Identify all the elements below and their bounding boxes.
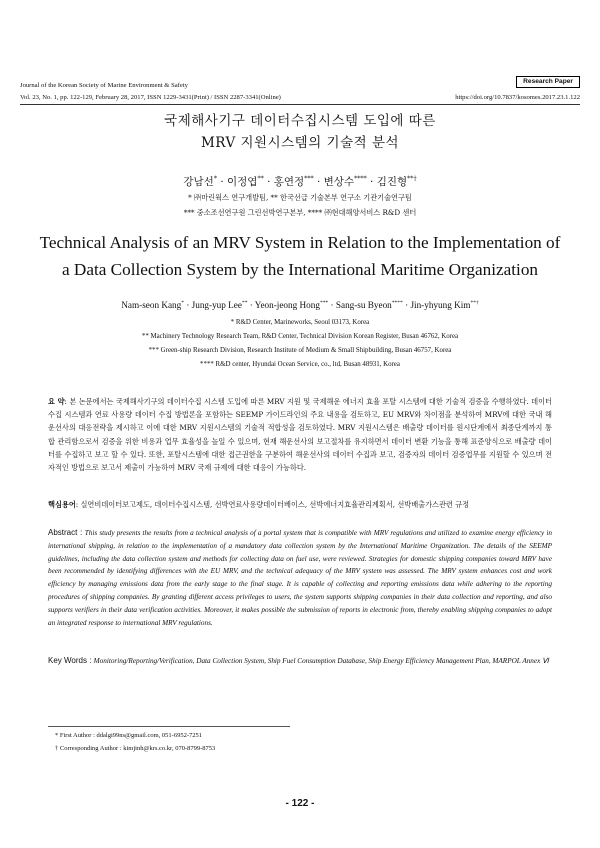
author-name: Sang-su Byeon — [335, 300, 392, 310]
author-separator: · — [263, 176, 274, 188]
author-separator: · — [313, 176, 324, 188]
author-name: Nam-seon Kang — [121, 300, 182, 310]
author-name: 이정엽 — [227, 176, 258, 188]
author-mark: *** — [304, 175, 314, 183]
english-affiliation-2: ** Machinery Technology Research Team, R&D Center, Technical Division Korean Register, Busan 46762, Korea — [141, 333, 459, 340]
author-separator: · — [247, 300, 255, 310]
korean-affiliation-line1: * ㈜마린웍스 연구개발팀, ** 한국선급 기술본부 연구소 기관기술연구팀 — [188, 193, 412, 202]
korean-keywords — [48, 500, 552, 510]
author-mark: **** — [391, 299, 403, 306]
author-mark: ** — [257, 175, 264, 183]
english-abstract — [48, 527, 552, 629]
author-mark: * — [213, 175, 217, 183]
english-keywords-label: Key Words : — [48, 656, 94, 665]
korean-keywords-label: 핵심용어 — [48, 500, 76, 509]
english-title-line2: a Data Collection System by the International Maritime Organization — [61, 260, 539, 279]
author-mark: **** — [354, 175, 367, 183]
author-name: 강남선 — [183, 176, 214, 188]
english-keywords — [48, 654, 552, 669]
journal-name: Journal of the Korean Society of Marine Environment & Safety — [20, 82, 188, 89]
english-title-line1: Technical Analysis of an MRV System in Relation to the Implementation of — [39, 233, 561, 252]
english-authors — [0, 300, 600, 310]
korean-abstract-label: 요 약 — [48, 397, 65, 406]
author-mark: * — [181, 299, 185, 306]
author-separator: · — [402, 300, 411, 310]
english-affiliation-3: *** Green-ship Research Division, Research Institute of Medium & Small Shipbuilding, Busan 46757, Korea — [148, 347, 452, 354]
author-name: 홍연정 — [273, 176, 305, 188]
footnote-first-author: * First Author : ddalgi99ns@gmail.com, 051-6952-7251 — [55, 732, 202, 739]
korean-title-line1: 국제해사기구 데이터수집시스템 도입에 따른 — [164, 113, 436, 129]
author-separator: · — [328, 300, 336, 310]
page-number: - 122 - — [285, 798, 315, 809]
english-abstract-text: This study presents the results from a technical analysis of a portal system that is compatible with MRV regulations and utilized to examine energy efficiency in international shipping, in relation to the implementation of a mandatory data collection system by the International Maritime Organization. The details of the SEEMP guidelines, including the data collection system and methods for collecting data on fuel use, were reviewed. Strategies for domestic shipping companies toward MRV have been recommended by identifying differences with the EU MRV, and the technical adequacy of the MRV system was assessed. The MRV system enhances cost and work efficiency by managing emissions data from the early stage to the final stage. It is capable of collecting and reporting emissions data while adhering to the reporting procedures of shipping companies. By granting different access privileges to users, the system supports shipping companies in their data collection and reporting, and also supports verifiers in their data verification activities. Moreover, it makes possible the submission of reports in electronic from, thereby enabling shipping companies to adopt an integrated response to international MRV regulations. — [48, 529, 553, 627]
volume-info: Vol. 23, No. 1, pp. 122-129, February 28, 2017, ISSN 1229-3431(Print) / ISSN 2287-3341(Online) — [20, 94, 281, 101]
author-name: Yeon-jeong Hong — [254, 300, 320, 310]
author-mark: **† — [470, 299, 479, 306]
author-name: 김진형 — [376, 176, 408, 188]
english-abstract-label: Abstract : — [48, 528, 85, 537]
english-affiliation-4: **** R&D center, Hyundai Ocean Service, co., ltd, Busan 48931, Korea — [200, 361, 400, 368]
author-separator: · — [216, 176, 227, 188]
author-mark: **† — [407, 175, 417, 183]
author-mark: ** — [241, 299, 248, 306]
english-affiliation-1: * R&D Center, Marineworks, Seoul 03173, Korea — [230, 319, 370, 326]
doi-link[interactable]: https://doi.org/10.7837/kosomes.2017.23.1.122 — [455, 94, 580, 101]
author-name: Jin-yhyung Kim — [410, 300, 471, 310]
author-separator: · — [366, 176, 377, 188]
korean-authors — [0, 174, 600, 189]
article-type-badge: Research Paper — [516, 76, 580, 88]
header-rule — [20, 104, 580, 105]
author-name: Jung-yup Lee — [191, 300, 242, 310]
korean-title-line2: MRV 지원시스템의 기술적 분석 — [200, 135, 400, 151]
english-keywords-text: Monitoring/Reporting/Verification, Data Collection System, Ship Fuel Consumption Database, Ship Energy Efficiency Management Plan, MARPOL Annex Ⅵ — [93, 657, 549, 665]
korean-abstract — [48, 395, 552, 474]
author-name: 변상수 — [323, 176, 355, 188]
author-separator: · — [184, 300, 192, 310]
korean-abstract-text: : 본 논문에서는 국제해사기구의 데이터수집 시스템 도입에 따른 MRV 지원 및 국제해운 에너지 효율 포탈 시스템에 대한 기술적 검증을 수행하였다. 데이터 수집 시스템과 연료 사용량 데이터 수집 방법론을 포함하는 SEEMP 가이드라인의 주요 내용을 검토하고, EU MRV와 차이점을 분석하여 MRV에 대한 국내 해운선사의 대응전략을 제시하고 이에 대한 MRV 지원시스템의 기술적 적합성을 검토하였다. MRV 지원시스템은 배출량 데이터를 원시단계에서 최종단계까지 통합 관리함으로서 검증을 위한 비용과 업무 효율성을 높일 수 있으며, 현재 해운선사의 보고절차를 유지하면서 데이터 변환 기능을 통해 표준양식으로 배출량 데이터를 수집하고 보고 할 수 있다. 또한, 포탈시스템에 대한 접근권한을 구분하여 해운선사의 데이터 수집과 보고, 검증자의 데이터 검증업무를 지원할 수 있으며 전자적인 방법으로 보고서 제출이 가능하여 MRV 국제 규제에 대한 대응이 가능하다. — [48, 397, 552, 473]
author-mark: *** — [319, 299, 329, 306]
korean-affiliation-line2: *** 중소조선연구원 그린선박연구본부, **** ㈜현대해양서비스 R&D 센터 — [183, 208, 417, 217]
footnote-rule — [48, 726, 290, 727]
korean-keywords-text: : 실연비데이터보고제도, 데이터수집시스템, 선박연료사용량데이터베이스, 선박에너지효율관리계획서, 선박배출가스관련 규정 — [75, 500, 470, 509]
footnote-corresponding-author: † Corresponding Author : kimjinh@krs.co.kr, 070-8799-8753 — [55, 745, 216, 752]
